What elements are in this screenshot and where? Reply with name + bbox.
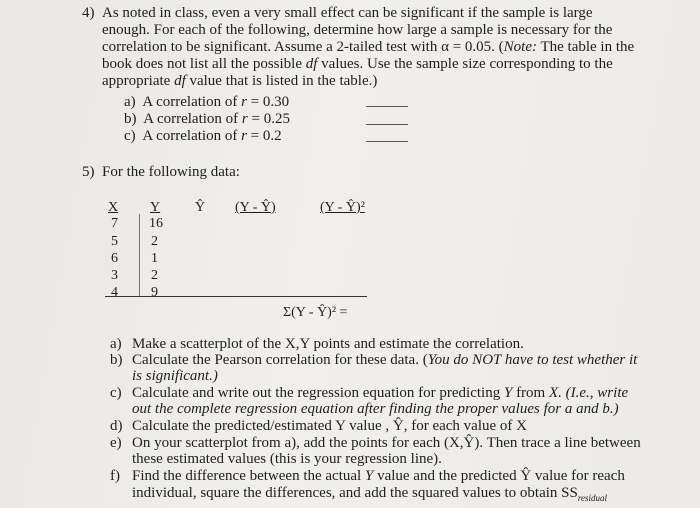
table-header-y: Y	[150, 200, 161, 215]
q5-item-e-label: e)	[110, 435, 122, 451]
q5-item-a-text: Make a scatterplot of the X,Y points and estimate the correlation.	[132, 336, 524, 352]
q4-item-c: c) A correlation of r = 0.2	[124, 128, 282, 144]
table-header-diff-sq: (Y - Ŷ)²	[320, 200, 365, 215]
q4-answer-blank-b[interactable]	[366, 124, 408, 125]
table-header-diff: (Y - Ŷ)	[235, 200, 276, 215]
sum-of-squares-label: Σ(Y - Ŷ)² =	[283, 305, 348, 320]
q4-line-2: enough. For each of the following, determine how large a sample is necessary for the	[102, 22, 613, 38]
q4-line-3: correlation to be significant. Assume a 2-tailed test with α = 0.05. (Note: The table in the	[102, 39, 635, 55]
table-cell-y: 2	[151, 268, 158, 283]
q5-item-f-line-1: Find the difference between the actual Y value and the predicted Ŷ value for reach	[132, 468, 625, 484]
q5-item-e-line-2: these estimated values (this is your regression line).	[132, 451, 442, 467]
q5-item-f-label: f)	[110, 468, 120, 484]
q5-item-f-line-2: individual, square the differences, and add the squared values to obtain $SS_{residual}$	[132, 485, 608, 503]
table-bottom-rule	[105, 296, 367, 297]
q5-item-c-line-1: Calculate and write out the regression equation for predicting Y from X. (I.e., write	[132, 385, 629, 401]
q4-line-1: As noted in class, even a very small effect can be significant if the sample is large	[102, 5, 593, 21]
table-header-x: X	[108, 200, 119, 215]
q5-intro: For the following data:	[102, 164, 240, 180]
q4-item-a: a) A correlation of r = 0.30	[124, 94, 290, 110]
table-cell-x: 5	[111, 234, 118, 249]
q4-item-b: b) A correlation of r = 0.25	[124, 111, 290, 127]
q4-answer-blank-c[interactable]	[366, 141, 408, 142]
table-cell-y: 16	[149, 216, 163, 231]
q5-item-c-label: c)	[110, 385, 122, 401]
table-cell-x: 4	[111, 285, 118, 300]
table-cell-y: 2	[151, 234, 158, 249]
q4-line-5: appropriate df value that is listed in the table.)	[102, 73, 378, 89]
q5-item-b-line-2: is significant.)	[132, 368, 218, 384]
q5-item-b-line-1: Calculate the Pearson correlation for these data. (You do NOT have to test whether it	[132, 352, 638, 368]
table-cell-y: 9	[151, 285, 158, 300]
table-header-yhat: Ŷ	[195, 200, 206, 215]
q5-item-e-line-1: On your scatterplot from a), add the points for each (X,Ŷ). Then trace a line between	[132, 435, 641, 451]
q5-number: 5)	[82, 164, 95, 180]
table-cell-y: 1	[151, 251, 158, 266]
table-cell-x: 7	[111, 216, 118, 231]
q4-number: 4)	[82, 5, 95, 21]
table-cell-x: 3	[111, 268, 118, 283]
q4-answer-blank-a[interactable]	[366, 106, 408, 107]
q5-item-d-text: Calculate the predicted/estimated Y value , Ŷ, for each value of X	[132, 418, 527, 434]
q5-item-c-line-2: out the complete regression equation after finding the proper values for a and b.)	[132, 401, 619, 417]
table-column-divider	[139, 214, 140, 296]
q5-item-a-label: a)	[110, 336, 122, 352]
q4-line-4: book does not list all the possible df values. Use the sample size corresponding to the	[102, 56, 613, 72]
q5-item-b-label: b)	[110, 352, 123, 368]
q5-item-d-label: d)	[110, 418, 123, 434]
table-cell-x: 6	[111, 251, 118, 266]
